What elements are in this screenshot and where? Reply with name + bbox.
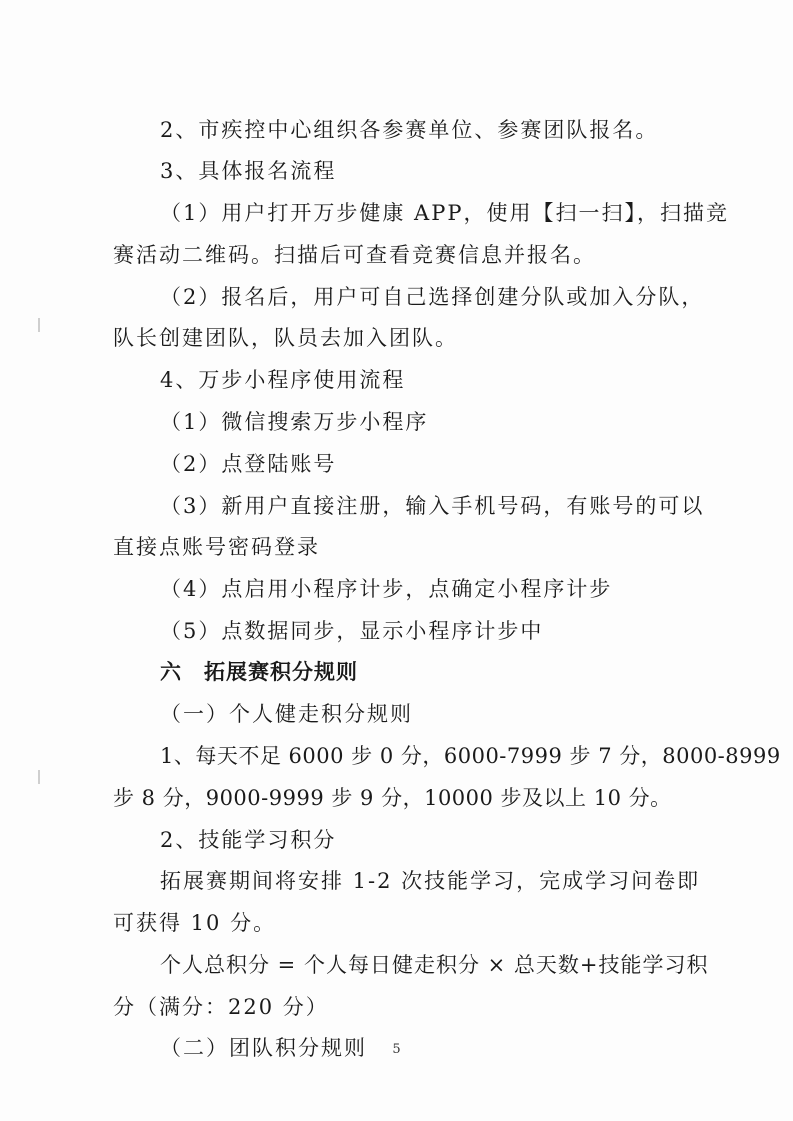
page-number: 5	[392, 1042, 401, 1057]
text-line: 直接点账号密码登录	[113, 535, 320, 559]
text-line: （3）新用户直接注册，输入手机号码，有账号的可以	[160, 494, 705, 518]
scan-mark	[38, 318, 40, 332]
text-line: （二）团队积分规则	[160, 1036, 367, 1060]
text-line: （5）点数据同步，显示小程序计步中	[160, 619, 544, 643]
text-line: 分（满分：220 分）	[113, 995, 329, 1019]
text-line: （1）微信搜索万步小程序	[160, 410, 429, 434]
text-line: 2、市疾控中心组织各参赛单位、参赛团队报名。	[160, 118, 659, 142]
text-line: （1）用户打开万步健康 APP，使用【扫一扫】，扫描竞	[160, 201, 729, 225]
text-line: （4）点启用小程序计步，点确定小程序计步	[160, 577, 613, 601]
text-line: 4、万步小程序使用流程	[160, 368, 406, 392]
scan-mark	[38, 770, 40, 784]
text-line: 个人总积分 = 个人每日健走积分 × 总天数+技能学习积	[160, 953, 709, 977]
text-line: 可获得 10 分。	[113, 911, 277, 935]
text-line: 步 8 分，9000-9999 步 9 分，10000 步及以上 10 分。	[113, 786, 672, 810]
text-line: （2）报名后，用户可自己选择创建分队或加入分队，	[160, 285, 705, 309]
text-line: 拓展赛期间将安排 1-2 次技能学习，完成学习问卷即	[160, 869, 701, 893]
text-line: 队长创建团队，队员去加入团队。	[113, 326, 458, 350]
section-heading: 六 拓展赛积分规则	[160, 660, 358, 684]
text-line: 2、技能学习积分	[160, 828, 337, 852]
text-line: 3、具体报名流程	[160, 159, 337, 183]
text-line: （一）个人健走积分规则	[160, 702, 413, 726]
text-line: 赛活动二维码。扫描后可查看竞赛信息并报名。	[113, 243, 596, 267]
text-line: 1、每天不足 6000 步 0 分，6000-7999 步 7 分，8000-8999	[160, 744, 781, 768]
text-line: （2）点登陆账号	[160, 452, 337, 476]
